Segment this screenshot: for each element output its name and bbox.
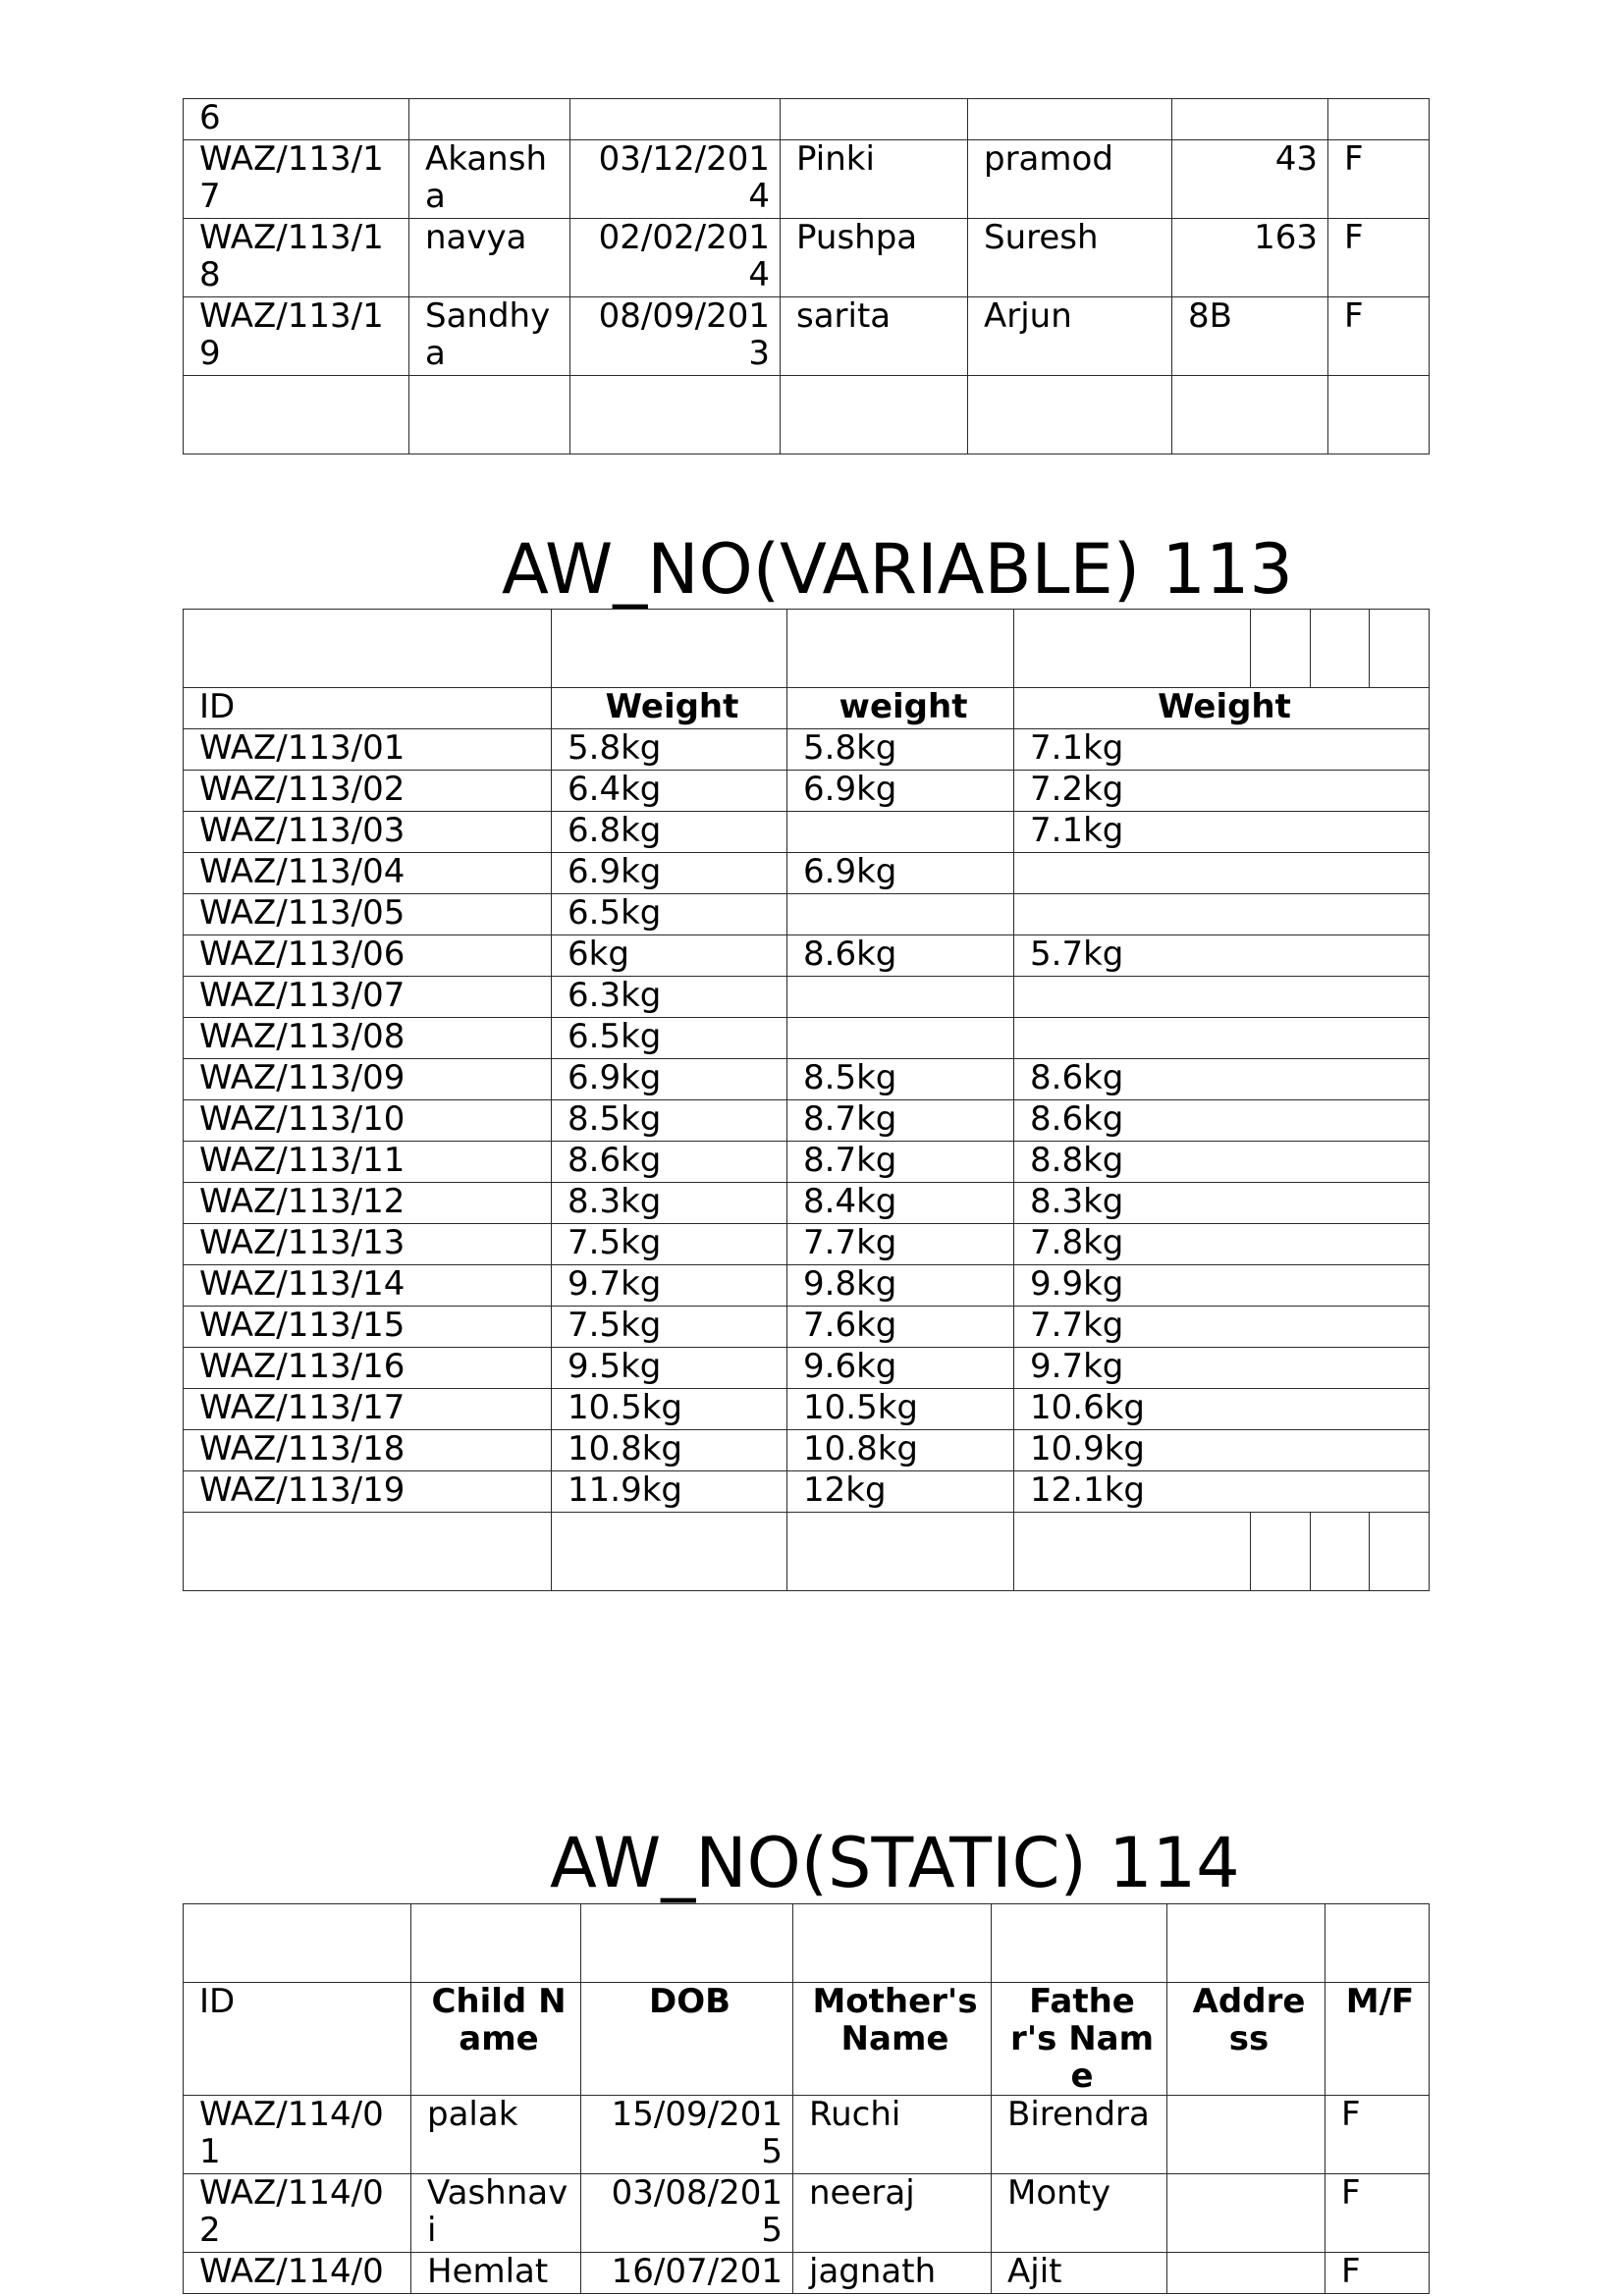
weight-3-cell <box>1014 894 1430 935</box>
id-cell: WAZ/114/02 <box>184 2174 411 2253</box>
gender-cell: F <box>1325 2174 1430 2253</box>
table-row <box>184 977 1430 1018</box>
dob-cell: 08/09/2013 <box>570 297 781 376</box>
table-row-empty <box>184 1904 1430 1983</box>
weight-1-cell: 6.8kg <box>552 812 787 853</box>
header-father-name: Father's Name <box>992 1983 1167 2096</box>
table-row <box>184 1100 1430 1142</box>
weight-1-cell: 8.6kg <box>552 1142 787 1183</box>
weight-3-cell: 12.1kg <box>1014 1471 1430 1513</box>
weight-3-cell: 8.3kg <box>1014 1183 1430 1224</box>
table-row <box>184 140 1430 219</box>
address-cell <box>1167 2174 1325 2253</box>
weight-3-cell: 8.6kg <box>1014 1100 1430 1142</box>
child-name-cell: Vashnavi <box>411 2174 581 2253</box>
weight-3-cell: 7.1kg <box>1014 812 1430 853</box>
mother-name-cell: Pushpa <box>781 219 968 297</box>
child-name-cell: palak <box>411 2096 581 2174</box>
child-name-cell: Akansha <box>409 140 570 219</box>
weight-1-cell: 6.5kg <box>552 1018 787 1059</box>
table-header-row <box>184 688 1430 729</box>
table-row <box>184 771 1430 812</box>
father-name-cell: Suresh <box>968 219 1172 297</box>
header-child-name: Child Name <box>411 1983 581 2096</box>
section-title-static: AW_NO(STATIC) 114 <box>550 1823 1240 1903</box>
table-header-row <box>184 1983 1430 2096</box>
id-cell: WAZ/113/18 <box>184 1430 552 1471</box>
table-row <box>184 729 1430 771</box>
father-name-cell: pramod <box>968 140 1172 219</box>
weight-1-cell: 6.4kg <box>552 771 787 812</box>
dob-cell: 02/02/2014 <box>570 219 781 297</box>
table-row <box>184 894 1430 935</box>
table-row <box>184 1471 1430 1513</box>
id-cell: WAZ/113/14 <box>184 1265 552 1307</box>
gender-cell: F <box>1325 2096 1430 2174</box>
id-cell: WAZ/113/04 <box>184 853 552 894</box>
address-cell <box>1167 2096 1325 2174</box>
weight-2-cell: 8.7kg <box>787 1142 1014 1183</box>
id-cell: WAZ/113/18 <box>184 219 409 297</box>
weight-2-cell: 8.5kg <box>787 1059 1014 1100</box>
table-row <box>184 297 1430 376</box>
section-title-variable: AW_NO(VARIABLE) 113 <box>502 529 1293 610</box>
table-row-empty <box>184 610 1430 688</box>
table-row <box>184 1265 1430 1307</box>
address-cell: 43 <box>1172 140 1328 219</box>
table-row <box>184 1059 1430 1100</box>
weight-3-cell: 9.9kg <box>1014 1265 1430 1307</box>
dob-cell: 03/08/2015 <box>581 2174 793 2253</box>
child-name-cell: Sandhya <box>409 297 570 376</box>
id-cell: WAZ/113/19 <box>184 297 409 376</box>
weight-3-cell: 7.8kg <box>1014 1224 1430 1265</box>
weight-3-cell: 7.1kg <box>1014 729 1430 771</box>
table-row <box>184 99 1430 140</box>
weight-1-cell: 6.9kg <box>552 1059 787 1100</box>
weight-3-cell: 9.7kg <box>1014 1348 1430 1389</box>
weight-1-cell: 8.5kg <box>552 1100 787 1142</box>
weight-3-cell <box>1014 1018 1430 1059</box>
weight-2-cell: 6.9kg <box>787 771 1014 812</box>
weight-2-cell: 8.7kg <box>787 1100 1014 1142</box>
weight-1-cell: 7.5kg <box>552 1224 787 1265</box>
address-cell: 8B <box>1172 297 1328 376</box>
weight-2-cell: 7.7kg <box>787 1224 1014 1265</box>
table-row <box>184 2174 1430 2253</box>
id-cell: WAZ/113/16 <box>184 1348 552 1389</box>
table-row <box>184 219 1430 297</box>
weight-2-cell <box>787 977 1014 1018</box>
weight-1-cell: 6.9kg <box>552 853 787 894</box>
weight-2-cell: 8.4kg <box>787 1183 1014 1224</box>
weight-2-cell: 9.6kg <box>787 1348 1014 1389</box>
table-row <box>184 853 1430 894</box>
dob-cell: 03/12/2014 <box>570 140 781 219</box>
weight-2-cell: 6.9kg <box>787 853 1014 894</box>
table-row <box>184 1307 1430 1348</box>
gender-cell: F <box>1328 219 1430 297</box>
id-cell: WAZ/113/01 <box>184 729 552 771</box>
id-cell: WAZ/113/03 <box>184 812 552 853</box>
id-cell: WAZ/113/09 <box>184 1059 552 1100</box>
table-row <box>184 2253 1430 2294</box>
father-name-cell: Ajit <box>992 2253 1167 2294</box>
id-cell: WAZ/113/07 <box>184 977 552 1018</box>
weight-3-cell: 7.2kg <box>1014 771 1430 812</box>
header-mother-name: Mother's Name <box>793 1983 992 2096</box>
weight-2-cell: 10.8kg <box>787 1430 1014 1471</box>
weight-1-cell: 8.3kg <box>552 1183 787 1224</box>
variable-113-table <box>183 609 1430 1591</box>
dob-cell: 15/09/2015 <box>581 2096 793 2174</box>
weight-3-cell <box>1014 977 1430 1018</box>
header-weight-1: Weight <box>552 688 787 729</box>
weight-3-cell <box>1014 853 1430 894</box>
mother-name-cell: jagnath <box>793 2253 992 2294</box>
gender-cell: F <box>1325 2253 1430 2294</box>
gender-cell: F <box>1328 297 1430 376</box>
id-cell: WAZ/113/17 <box>184 1389 552 1430</box>
id-cell: WAZ/113/13 <box>184 1224 552 1265</box>
id-cell: WAZ/114/0 <box>184 2253 411 2294</box>
table-row-empty <box>184 376 1430 454</box>
id-cell: WAZ/113/11 <box>184 1142 552 1183</box>
weight-3-cell: 8.6kg <box>1014 1059 1430 1100</box>
father-name-cell: Arjun <box>968 297 1172 376</box>
weight-2-cell: 5.8kg <box>787 729 1014 771</box>
table-row-empty <box>184 1513 1430 1591</box>
id-cell: WAZ/114/01 <box>184 2096 411 2174</box>
id-cell: WAZ/113/10 <box>184 1100 552 1142</box>
weight-2-cell <box>787 812 1014 853</box>
header-address: Address <box>1167 1983 1325 2096</box>
weight-2-cell: 7.6kg <box>787 1307 1014 1348</box>
gender-cell: F <box>1328 140 1430 219</box>
table-row <box>184 1224 1430 1265</box>
weight-1-cell: 5.8kg <box>552 729 787 771</box>
father-name-cell: Monty <box>992 2174 1167 2253</box>
weight-3-cell: 7.7kg <box>1014 1307 1430 1348</box>
header-id: ID <box>184 688 552 729</box>
weight-2-cell: 9.8kg <box>787 1265 1014 1307</box>
id-cell: WAZ/113/19 <box>184 1471 552 1513</box>
dob-cell: 16/07/201 <box>581 2253 793 2294</box>
weight-2-cell: 8.6kg <box>787 935 1014 977</box>
weight-1-cell: 6kg <box>552 935 787 977</box>
id-cell: WAZ/113/05 <box>184 894 552 935</box>
static-113-table-continued <box>183 98 1430 454</box>
mother-name-cell: Ruchi <box>793 2096 992 2174</box>
address-cell <box>1167 2253 1325 2294</box>
table-row <box>184 935 1430 977</box>
weight-1-cell: 6.5kg <box>552 894 787 935</box>
mother-name-cell: neeraj <box>793 2174 992 2253</box>
child-name-cell: navya <box>409 219 570 297</box>
weight-1-cell: 9.5kg <box>552 1348 787 1389</box>
weight-2-cell <box>787 1018 1014 1059</box>
weight-1-cell: 9.7kg <box>552 1265 787 1307</box>
header-dob: DOB <box>581 1983 793 2096</box>
weight-2-cell <box>787 894 1014 935</box>
id-cell: 6 <box>184 99 409 140</box>
table-row <box>184 1348 1430 1389</box>
weight-2-cell: 10.5kg <box>787 1389 1014 1430</box>
address-cell: 163 <box>1172 219 1328 297</box>
header-id: ID <box>184 1983 411 2096</box>
id-cell: WAZ/113/15 <box>184 1307 552 1348</box>
mother-name-cell: Pinki <box>781 140 968 219</box>
weight-1-cell: 7.5kg <box>552 1307 787 1348</box>
header-gender: M/F <box>1325 1983 1430 2096</box>
weight-1-cell: 6.3kg <box>552 977 787 1018</box>
weight-3-cell: 8.8kg <box>1014 1142 1430 1183</box>
table-row <box>184 1018 1430 1059</box>
weight-1-cell: 10.8kg <box>552 1430 787 1471</box>
header-weight-2: weight <box>787 688 1014 729</box>
id-cell: WAZ/113/06 <box>184 935 552 977</box>
static-114-table <box>183 1903 1430 2294</box>
weight-1-cell: 11.9kg <box>552 1471 787 1513</box>
table-row <box>184 1389 1430 1430</box>
weight-2-cell: 12kg <box>787 1471 1014 1513</box>
table-row <box>184 1430 1430 1471</box>
mother-name-cell: sarita <box>781 297 968 376</box>
child-name-cell: Hemlat <box>411 2253 581 2294</box>
father-name-cell: Birendra <box>992 2096 1167 2174</box>
weight-3-cell: 10.6kg <box>1014 1389 1430 1430</box>
id-cell: WAZ/113/02 <box>184 771 552 812</box>
id-cell: WAZ/113/08 <box>184 1018 552 1059</box>
table-row <box>184 812 1430 853</box>
variable-table-body <box>184 729 1430 1513</box>
table-row <box>184 1183 1430 1224</box>
table-row <box>184 1142 1430 1183</box>
id-cell: WAZ/113/12 <box>184 1183 552 1224</box>
table-row <box>184 2096 1430 2174</box>
header-weight-3: Weight <box>1014 688 1430 729</box>
weight-3-cell: 10.9kg <box>1014 1430 1430 1471</box>
weight-1-cell: 10.5kg <box>552 1389 787 1430</box>
weight-3-cell: 5.7kg <box>1014 935 1430 977</box>
id-cell: WAZ/113/17 <box>184 140 409 219</box>
